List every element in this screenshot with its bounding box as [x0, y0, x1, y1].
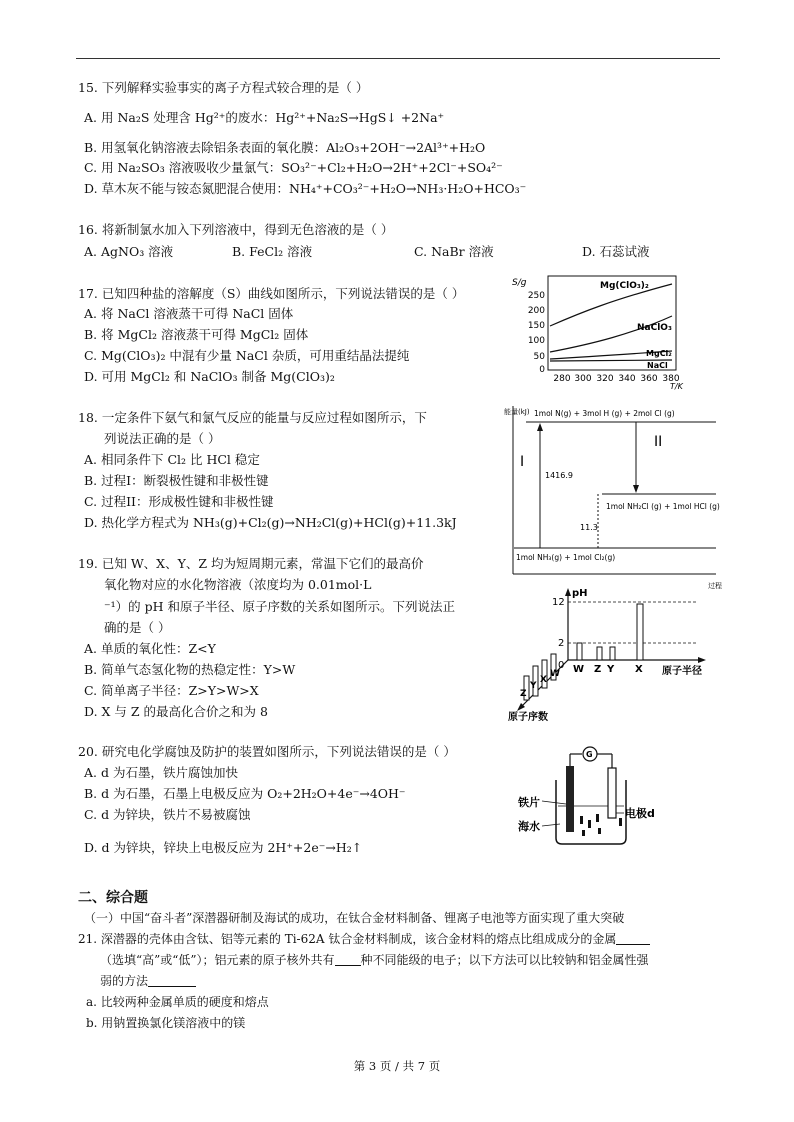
fig19-y0: 0 [558, 660, 565, 671]
q18-stem-line2: 列说法正确的是（ ） [104, 431, 221, 446]
q18-option-c: C. 过程II：形成极性键和非极性键 [84, 494, 274, 509]
level-top-label: 1mol N(g) + 3mol H (g) + 2mol Cl (g) [534, 409, 675, 418]
q18-option-a: A. 相同条件下 Cl₂ 比 HCl 稳定 [84, 452, 260, 467]
q20-option-c: C. d 为锌块，铁片不易被腐蚀 [84, 807, 251, 822]
q19-option-b: B. 简单气态氢化物的热稳定性：Y>W [84, 662, 296, 677]
bar-z [597, 647, 602, 660]
q15-option-a: A. 用 Na₂S 处理含 Hg²⁺的废水：Hg²⁺+Na₂S→HgS↓ +2Na⁺ [84, 110, 445, 125]
fig17-xtick: 340 [618, 374, 636, 384]
answer-blank[interactable] [616, 932, 650, 945]
bar-y [610, 647, 615, 660]
z-axis-title: 原子序数 [508, 712, 548, 723]
q21-line2a-text: （选填“高”或“低”）；铝元素的原子核外共有 [100, 953, 335, 967]
q16-option-b: B. FeCl₂ 溶液 [232, 244, 313, 259]
q15-option-c: C. 用 Na₂SO₃ 溶液吸收少量氯气：SO₃²⁻+Cl₂+H₂O→2H⁺+2Cl⁻+SO₄²⁻ [84, 160, 503, 175]
q19-option-c: C. 简单离子半径：Z>Y>W>X [84, 683, 259, 698]
electrode-d [608, 768, 616, 818]
seawater-label: 海水 [518, 820, 540, 833]
meter-label: G [586, 750, 593, 759]
fig17-ytick: 250 [527, 291, 545, 301]
curve-naclo3 [550, 316, 672, 352]
process-ii-label: II [654, 434, 663, 450]
bar-x [637, 604, 643, 660]
q20-stem: 20. 研究电化学腐蚀及防护的装置如图所示，下列说法错误的是（ ） [78, 744, 456, 759]
q19-stem-line3: ⁻¹）的 pH 和原子半径、原子序数的关系如图所示。下列说法正 [104, 599, 455, 614]
z-label: X [540, 675, 547, 685]
electrode-d-label: 电极d [625, 807, 655, 820]
label-nacl: NaCl [647, 361, 668, 370]
fig17-xtick: 300 [574, 374, 592, 384]
fig19-y2: 2 [558, 638, 565, 649]
q21-line3-text: 弱的方法 [100, 974, 149, 988]
label-naclo3: NaClO₃ [637, 323, 672, 333]
q19-option-d: D. X 与 Z 的最高化合价之和为 8 [84, 704, 268, 719]
q18-option-b: B. 过程I：断裂极性键和非极性键 [84, 473, 269, 488]
q20-option-d: D. d 为锌块，锌块上电极反应为 2H⁺+2e⁻→H₂↑ [84, 840, 363, 855]
q18-option-d: D. 热化学方程式为 NH₃(g)+Cl₂(g)→NH₂Cl(g)+HCl(g)+11.3kJ [84, 515, 457, 530]
fig17-xtick: 280 [553, 374, 571, 384]
q15-option-b: B. 用氢氧化钠溶液去除铝条表面的氧化膜：Al₂O₃+2OH⁻→2Al³⁺+H₂O [84, 140, 486, 155]
process-i-label: I [520, 454, 525, 470]
fig17-ylabel: S/g [512, 278, 527, 288]
answer-blank[interactable] [335, 953, 361, 966]
q19-stem-line4: 确的是（ ） [104, 620, 171, 635]
fig17-xtick: 360 [640, 374, 658, 384]
fig18-xlabel: 过程 [708, 582, 722, 590]
solubility-curve-figure [512, 272, 688, 390]
q21-line2 [100, 952, 649, 968]
q17-option-c: C. Mg(ClO₃)₂ 中混有少量 NaCl 杂质，可用重结晶法提纯 [84, 348, 410, 363]
fig17-xtick: 380 [662, 374, 680, 384]
x-label-w: W [573, 664, 585, 675]
x-axis-title: 原子半径 [662, 666, 702, 677]
corrosion-apparatus-figure [520, 746, 670, 850]
q21-line3 [100, 973, 196, 989]
q17-stem: 17. 已知四种盐的溶解度（S）曲线如图所示，下列说法错误的是（ ） [78, 286, 465, 301]
q15-stem: 15. 下列解释实验事实的离子方程式较合理的是（ ） [78, 80, 369, 95]
z-label: Z [520, 689, 527, 699]
fe-plate-label: 铁片 [518, 796, 540, 809]
q21-line1 [78, 931, 650, 947]
ph-radius-3d-figure [506, 584, 720, 724]
bar-w [577, 643, 582, 660]
level-mid-label: 1mol NH₂Cl (g) + 1mol HCl (g) [606, 502, 720, 511]
z-label: W [550, 669, 560, 679]
fig17-ytick: 50 [533, 352, 545, 362]
q17-option-b: B. 将 MgCl₂ 溶液蒸干可得 MgCl₂ 固体 [84, 327, 309, 342]
q16-option-d: D. 石蕊试液 [582, 244, 650, 259]
fig17-xtick: 320 [596, 374, 614, 384]
q20-option-a: A. d 为石墨，铁片腐蚀加快 [84, 765, 238, 780]
x-label-z: Z [594, 664, 602, 675]
fig19-ylabel: pH [572, 588, 588, 599]
level-bottom-label: 1mol NH₃(g) + 1mol Cl₂(g) [516, 553, 616, 562]
fig17-ytick: 100 [527, 336, 545, 346]
q19-option-a: A. 单质的氧化性：Z<Y [84, 641, 216, 656]
fig17-xlabel: T/K [670, 382, 683, 391]
q21-line2b-text: 种不同能级的电子；以下方法可以比较钠和铝金属性强 [360, 953, 649, 967]
q17-option-a: A. 将 NaCl 溶液蒸干可得 NaCl 固体 [84, 306, 294, 321]
x-label-y: Y [607, 664, 615, 675]
q20-option-b: B. d 为石墨，石墨上电极反应为 O₂+2H₂O+4e⁻→4OH⁻ [84, 786, 406, 801]
q19-stem-line2: 氧化物对应的水化物溶液（浓度均为 0.01mol·L [104, 577, 372, 592]
z-label: Y [530, 681, 537, 691]
q16-option-a: A. AgNO₃ 溶液 [84, 244, 174, 259]
fig18-ylabel: 能量(kJ) [504, 408, 530, 416]
fig17-ytick: 0 [539, 365, 545, 375]
energy-diagram [470, 402, 720, 592]
q15-option-d: D. 草木灰不能与铵态氮肥混合使用：NH₄⁺+CO₃²⁻+H₂O→NH₃·H₂O+HCO₃⁻ [84, 181, 527, 196]
q19-stem-line1: 19. 已知 W、X、Y、Z 均为短周期元素，常温下它们的最高价 [78, 556, 424, 571]
q21-line1-text: 21. 深潜器的壳体由含钛、铝等元素的 Ti-62A 钛合金材料制成，该合金材料的熔点比组成成分的金属 [78, 932, 617, 946]
fig17-ytick: 200 [527, 306, 545, 316]
page-footer: 第 3 页 / 共 7 页 [353, 1059, 441, 1073]
q21-option-b: b. 用钠置换氯化镁溶液中的镁 [86, 1016, 246, 1030]
header-rule [76, 58, 720, 59]
label-mgcl2: MgCl₂ [646, 349, 672, 358]
label-mg-clo3: Mg(ClO₃)₂ [600, 281, 649, 291]
fig17-ytick: 150 [527, 321, 545, 331]
energy-11-3: 11.3 [580, 523, 598, 532]
q16-stem: 16. 将新制氯水加入下列溶液中，得到无色溶液的是（ ） [78, 222, 394, 237]
answer-blank[interactable] [148, 974, 196, 987]
fig19-y12: 12 [552, 597, 565, 608]
q17-option-d: D. 可用 MgCl₂ 和 NaClO₃ 制备 Mg(ClO₃)₂ [84, 369, 335, 384]
section-intro: （一）中国“奋斗者”深潜器研制及海试的成功，在钛合金材料制备、锂离子电池等方面实现了重大突破 [84, 911, 625, 925]
energy-1416-9: 1416.9 [545, 471, 573, 480]
q16-option-c: C. NaBr 溶液 [414, 244, 494, 259]
iron-plate [566, 766, 574, 832]
q21-option-a: a. 比较两种金属单质的硬度和熔点 [86, 995, 269, 1009]
q18-stem-line1: 18. 一定条件下氨气和氯气反应的能量与反应过程如图所示，下 [78, 410, 427, 425]
x-label-x: X [635, 664, 643, 675]
section-title: 二、综合题 [78, 890, 148, 906]
